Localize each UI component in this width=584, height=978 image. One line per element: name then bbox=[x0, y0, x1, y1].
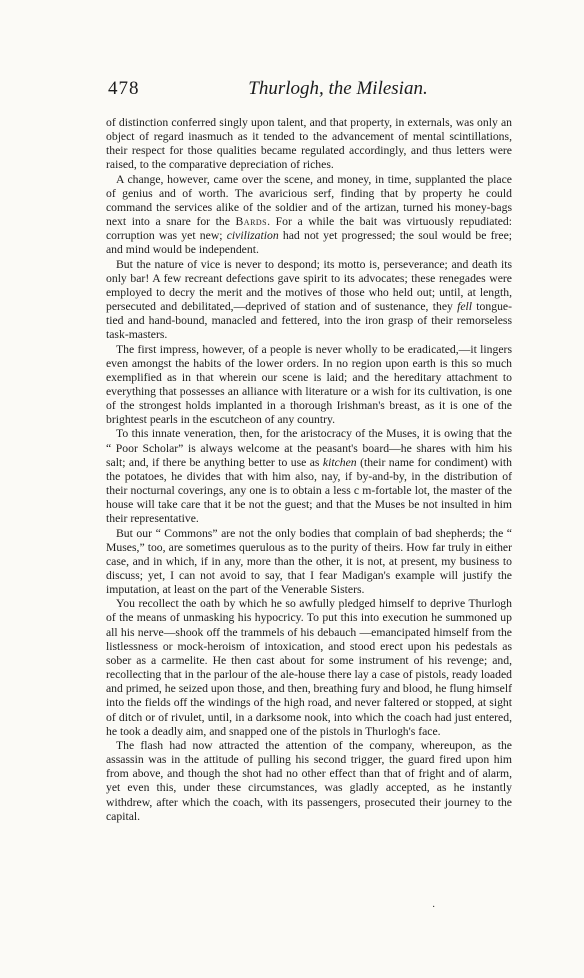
paragraph bbox=[106, 527, 512, 598]
running-head bbox=[108, 78, 512, 102]
body-text bbox=[106, 116, 512, 824]
running-title: Thurlogh, the Milesian. bbox=[248, 78, 428, 99]
ink-speck: · bbox=[432, 902, 436, 913]
text-run: But our “ Commons” are not the only bodies that complain of bad shepherds; the “ Muses,” too, are sometimes querulous as to the purity of theirs. How far truly in either case, and in which, if in any, more than the other, it is not, at present, my business to discuss; yet, I can not avoid to say, that I fear Madigan's example will justify the imputation, at least on the part of the Venerable Sisters. bbox=[106, 526, 512, 597]
text-run: To this innate veneration, then, for the aristocracy of the Muses, it is owing that the “ Poor Scholar” is always welcome at the peasant's board—he shares with him his salt; and, if there be anything better to use as bbox=[106, 427, 512, 469]
paragraph bbox=[106, 116, 512, 173]
paragraph bbox=[106, 427, 512, 526]
text-run: The flash had now attracted the attention of the company, whereupon, as the assassin was in the attitude of pulling his second trigger, the guard fired upon him from above, and though the shot had no other effect than that of fright and of alarm, yet even this, under these circumstances, was gladly accepted, as he instantly withdrew, after which the coach, with its passengers, prosecuted their journey to the capital. bbox=[106, 738, 512, 823]
paragraph bbox=[106, 597, 512, 739]
text-run: A change, however, came over the scene, and money, in time, supplanted the place of genius and of worth. The avaricious serf, finding that by property he could command the services alike of the soldier and of the artizan, turned his money-bags next into a snare for the bbox=[106, 172, 512, 229]
paragraph bbox=[106, 173, 512, 258]
text-run: But the nature of vice is never to despond; its motto is, perseverance; and death its only bar! A few recreant defections gave spirit to its advocates; these renegades were employed to decry the merit and the motives of those who held out; until, at length, persecuted and debilitated,—deprived of station and of sustenance, they bbox=[106, 257, 512, 314]
text-run: of distinction conferred singly upon talent, and that property, in externals, was only an object of regard inasmuch as it tended to the advancement of mental scintillations, their respect for those qualities became regulated accordingly, and thus letters were raised, to the comparative depreciation of riches. bbox=[106, 116, 512, 172]
italic-text: fell bbox=[457, 300, 473, 314]
paragraph bbox=[106, 258, 512, 343]
page-number: 478 bbox=[108, 78, 140, 99]
italic-text: kitchen bbox=[322, 455, 357, 469]
paragraph bbox=[106, 739, 512, 824]
small-caps-text: Bards bbox=[235, 215, 268, 229]
paragraph bbox=[106, 343, 512, 428]
text-run: (their name for condiment) with the potatoes, he divides that with him also, nay, if by-and-by, in the distribution of their nocturnal coverings, any one is to obtain a less c m-fortable lot, the master of the house will take care that it be not the guest; and that the Muses be not insulted in him their representative. bbox=[106, 455, 512, 526]
text-run: The first impress, however, of a people is never wholly to be eradicated,—it lingers even amongst the habits of the lower orders. In no region upon earth is this so much exemplified as in that wherein our scene is laid; and the hereditary attachment to everything that possesses an alliance with literature or a wish for its cultivation, is one of the strongest holds implanted in a thorough Irishman's breast, as it is one of the brightest pearls in the escutcheon of any country. bbox=[106, 342, 512, 427]
text-run: . For a while the bait was virtuously repudiated: corruption was yet new; bbox=[106, 215, 512, 243]
text-run: You recollect the oath by which he so awfully pledged himself to deprive Thurlogh of the means of unmasking his hypocricy. To put this into execution he summoned up all his nerve—shook off the trammels of his debauch —emancipated himself from the listlessness or mock-heroism of intoxication, and stood erect upon his pedestals as sober as a carmelite. He then cast about for some instrument of his revenge; and, recollecting that in the parlour of the ale-house there lay a case of pistols, ready loaded and primed, he seized upon those, and then, breathing fury and blood, he flung himself into the fields off the windings of the high road, and never faltered or stopped, at sight of ditch or of rivulet, until, in a darksome nook, into which the coach had just entered, he took a deadly aim, and snapped one of the pistols in Thurlogh's face. bbox=[106, 597, 512, 738]
text-run: tongue-tied and hand-bound, manacled and fettered, into the iron grasp of their remorseless task-masters. bbox=[106, 300, 512, 342]
text-run: had not yet progressed; the soul would be free; and mind would be independent. bbox=[106, 229, 513, 257]
italic-text: civilization bbox=[226, 229, 279, 243]
